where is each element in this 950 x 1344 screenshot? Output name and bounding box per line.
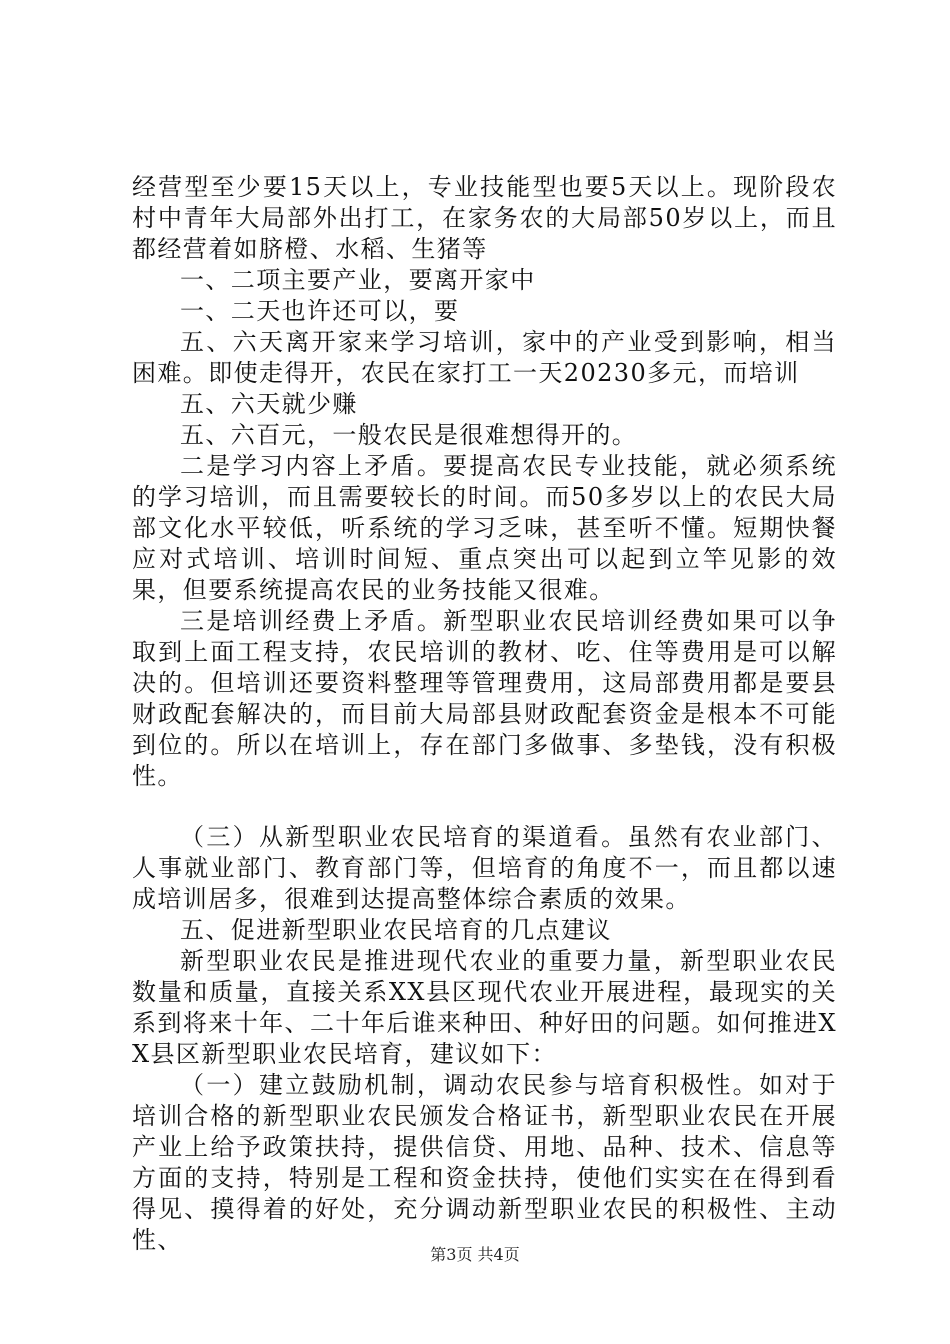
section-heading-suggestions: 五、促进新型职业农民培育的几点建议 (180, 916, 612, 944)
paragraph-less-earnings: 五、六天就少赚 (180, 390, 358, 418)
paragraph-content-conflict: 二是学习内容上矛盾。要提高农民专业技能，就必须系统的学习培训，而且需要较长的时间。而50多岁以上的农民大局部文化水平较低，听系统的学习乏味，甚至听不懂。短期快餐应对式培训、培训时间短、重点突出可以起到立竿见影的效果，但要系统提高农民的业务技能又很难。 (132, 452, 837, 604)
paragraph-one-two-days: 一、二天也许还可以，要 (180, 297, 460, 325)
paragraph-training-duration: 经营型至少要15天以上，专业技能型也要5天以上。现阶段农村中青年大局部外出打工，在家务农的大局部50岁以上，而且都经营着如脐橙、水稻、生猪等 (132, 173, 837, 263)
paragraph-farmer-importance: 新型职业农民是推进现代农业的重要力量，新型职业农民数量和质量，直接关系XX县区现代农业开展进程，最现实的关系到将来十年、二十年后谁来种田、种好田的问题。如何推进XX县区新型职业农民培育，建议如下： (132, 947, 837, 1068)
paragraph-incentive-mechanism: （一）建立鼓励机制，调动农民参与培育积极性。如对于培训合格的新型职业农民颁发合格证书，新型职业农民在开展产业上给予政策扶持，提供信贷、用地、品种、技术、信息等方面的支持，特别是工程和资金扶持，使他们实实在在得到看得见、摸得着的好处，充分调动新型职业农民的积极性、主动性、 (132, 1071, 837, 1254)
paragraph-five-six-hundred: 五、六百元，一般农民是很难想得开的。 (180, 421, 638, 449)
paragraph-five-six-days: 五、六天离开家来学习培训，家中的产业受到影响，相当困难。即使走得开，农民在家打工一天20230多元，而培训 (132, 328, 837, 387)
paragraph-main-industries: 一、二项主要产业，要离开家中 (180, 266, 536, 294)
page-footer: 第3页 共4页 (430, 1245, 520, 1264)
paragraph-funding-conflict: 三是培训经费上矛盾。新型职业农民培训经费如果可以争取到上面工程支持，农民培训的教材、吃、住等费用是可以解决的。但培训还要资料整理等管理费用，这局部费用都是要县财政配套解决的，而目前大局部县财政配套资金是根本不可能到位的。所以在培训上，存在部门多做事、多垫钱，没有积极性。 (132, 607, 837, 790)
paragraph-training-channels: （三）从新型职业农民培育的渠道看。虽然有农业部门、人事就业部门、教育部门等，但培育的角度不一，而且都以速成培训居多，很难到达提高整体综合素质的效果。 (132, 823, 837, 913)
document-body (132, 172, 837, 1256)
